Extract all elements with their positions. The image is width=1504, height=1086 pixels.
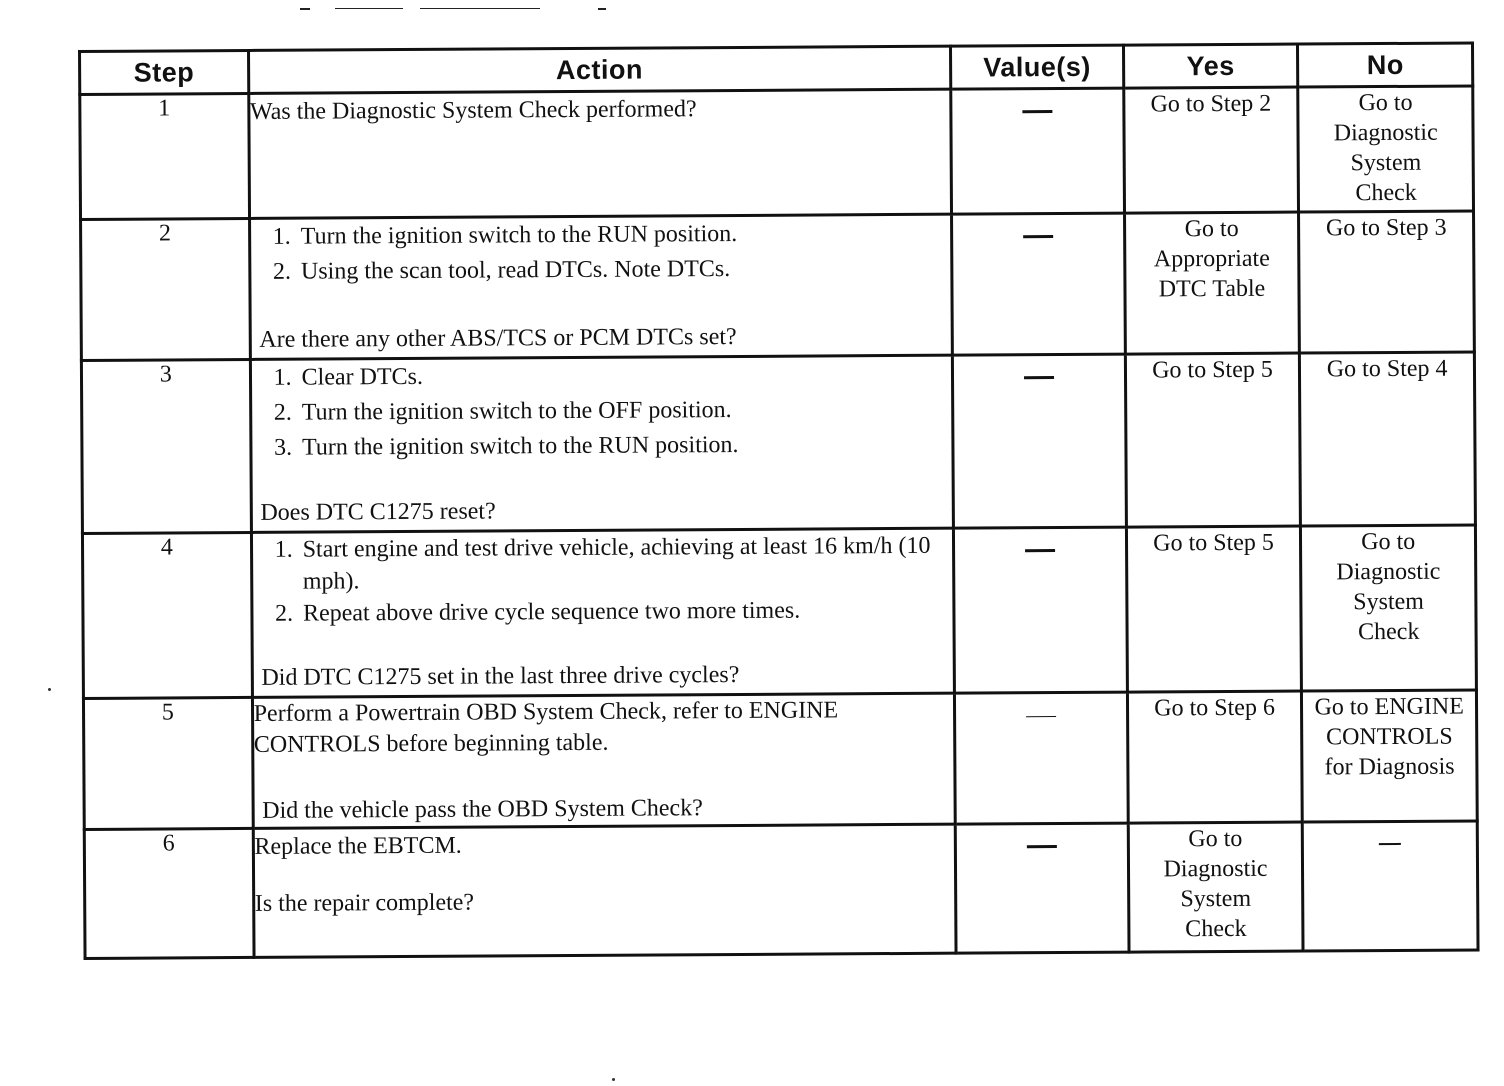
value-cell — [955, 692, 1128, 824]
no-cell: Go to Diagnostic System Check — [1298, 86, 1473, 212]
step-number: 3 — [81, 359, 251, 533]
scan-mark — [300, 8, 310, 10]
value-cell — [955, 823, 1128, 953]
step-number: 2 — [81, 218, 250, 360]
action-cell — [253, 824, 956, 957]
action-cell — [251, 528, 955, 697]
scan-mark — [598, 8, 606, 10]
value-cell — [952, 213, 1125, 355]
scan-mark — [335, 8, 403, 9]
action-cell — [249, 214, 952, 359]
action-question: Are there any other ABS/TCS or PCM DTCs set? — [259, 323, 737, 353]
action-step: 1. Turn the ignition switch to the RUN position. — [297, 216, 951, 255]
step-number: 6 — [84, 828, 253, 958]
value-dash — [1023, 235, 1053, 238]
yes-cell: Go to Step 5 — [1126, 526, 1302, 692]
action-question: Is the repair complete? — [254, 889, 475, 917]
yes-cell: Go to Appropriate DTC Table — [1124, 212, 1299, 354]
no-cell: Go to Step 4 — [1300, 352, 1476, 526]
value-dash — [1022, 110, 1052, 113]
table-row — [81, 352, 1475, 534]
yes-cell: Go to Step 5 — [1125, 353, 1301, 527]
column-header-step: Step — [80, 50, 249, 94]
value-dash — [1027, 845, 1057, 848]
value-cell — [952, 354, 1126, 528]
action-step-list — [253, 530, 953, 630]
action-question: Does DTC C1275 reset? — [260, 498, 496, 526]
yes-cell: Go to Step 6 — [1127, 691, 1302, 823]
scan-dot — [48, 688, 51, 691]
column-header-yes: Yes — [1123, 44, 1298, 88]
action-step-list — [251, 357, 951, 466]
table-row — [82, 525, 1476, 699]
value-cell — [954, 527, 1128, 693]
step-number: 5 — [83, 697, 252, 829]
scan-dot — [612, 1078, 615, 1081]
action-text: Perform a Powertrain OBD System Check, refer to ENGINE CONTROLS before beginning table. — [253, 697, 839, 758]
step-number: 4 — [82, 532, 252, 698]
action-cell — [252, 693, 955, 828]
column-header-value: Value(s) — [951, 45, 1124, 89]
value-dash — [1024, 376, 1054, 379]
action-step-list — [251, 216, 951, 290]
table-row — [81, 211, 1475, 361]
column-header-action: Action — [248, 46, 951, 93]
step-number: 1 — [80, 93, 249, 219]
table-row — [83, 690, 1477, 830]
table-row — [84, 821, 1478, 959]
no-cell: Go to Step 3 — [1299, 211, 1475, 353]
no-cell: Go to Diagnostic System Check — [1301, 525, 1477, 691]
column-header-no: No — [1298, 43, 1473, 87]
action-step: 3. Turn the ignition switch to the RUN position. — [298, 427, 952, 466]
action-cell — [248, 89, 951, 218]
table-row — [80, 86, 1474, 220]
action-question: Did the vehicle pass the OBD System Check? — [262, 795, 703, 824]
action-step: 1. Start engine and test drive vehicle, achieving at least 16 km/h (10 mph). — [299, 530, 953, 598]
action-step: 2. Turn the ignition switch to the OFF position. — [298, 392, 952, 431]
value-cell — [951, 88, 1124, 214]
action-question: Did DTC C1275 set in the last three drive cycles? — [261, 661, 740, 691]
no-dash — [1379, 843, 1401, 845]
action-step: 2. Repeat above drive cycle sequence two more times. — [299, 594, 953, 630]
value-dash — [1025, 549, 1055, 552]
scan-mark — [420, 8, 540, 9]
action-text: Was the Diagnostic System Check performed? — [249, 96, 697, 125]
yes-cell: Go to Step 2 — [1123, 87, 1298, 213]
action-step: 1. Clear DTCs. — [297, 357, 951, 396]
action-step: 2. Using the scan tool, read DTCs. Note DTCs. — [297, 251, 951, 290]
yes-cell: Go to Diagnostic System Check — [1128, 822, 1303, 952]
diagnostic-table — [78, 41, 1480, 960]
no-cell — [1303, 821, 1478, 951]
value-dash — [1026, 716, 1056, 717]
no-cell: Go to ENGINE CONTROLS for Diagnosis — [1302, 690, 1477, 822]
action-cell — [250, 355, 954, 532]
action-text: Replace the EBTCM. — [254, 832, 462, 860]
